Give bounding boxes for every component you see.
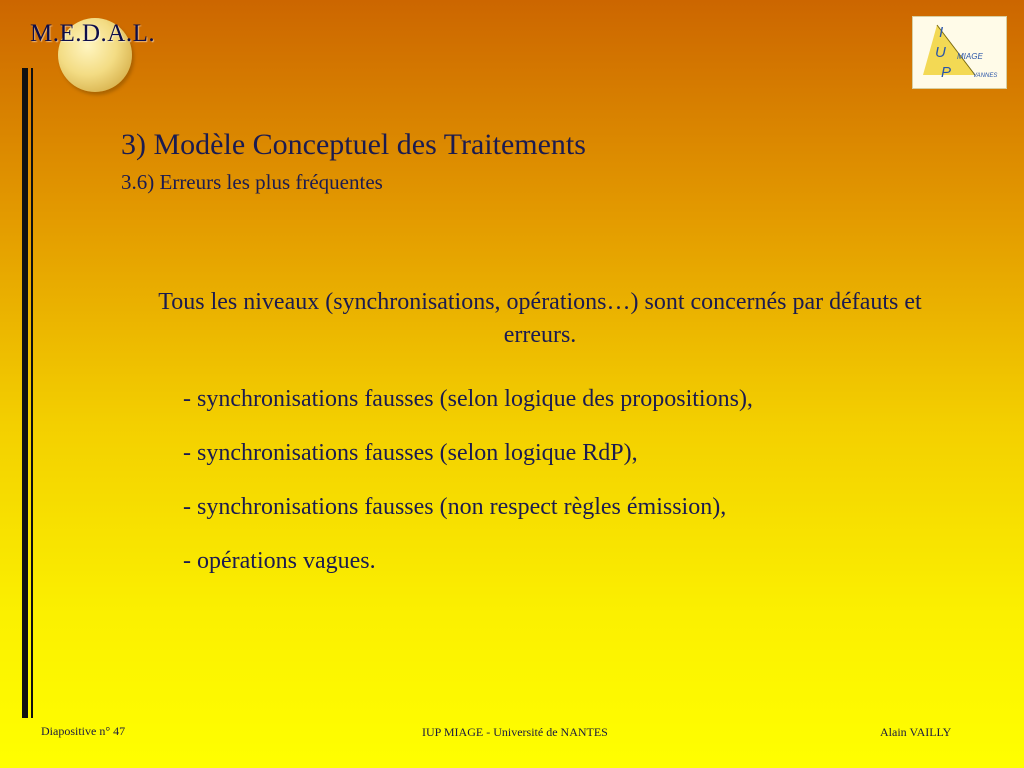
left-rule-thin (31, 68, 33, 718)
list-item: - opérations vagues. (183, 548, 376, 574)
logo-word-miage: MIAGE (957, 52, 983, 61)
list-item: - synchronisations fausses (selon logique RdP), (183, 440, 638, 466)
error-list (183, 382, 753, 598)
logo-letter-i: I (939, 24, 944, 41)
list-item: - synchronisations fausses (non respect règles émission), (183, 494, 727, 520)
logo-letter-u: U (935, 44, 946, 61)
footer-author: Alain VAILLY (880, 725, 952, 739)
iup-miage-vannes-logo-icon (913, 17, 1006, 88)
footer-institution: IUP MIAGE - Université de NANTES (422, 725, 608, 739)
list-item: - synchronisations fausses (selon logique des propositions), (183, 386, 753, 412)
logo-letter-p: P (941, 64, 952, 81)
footer-slide-number: Diapositive n° 47 (41, 724, 126, 738)
slide-heading: 3) Modèle Conceptuel des Traitements (121, 128, 586, 161)
left-rule-thick (22, 68, 28, 718)
logo-word-vannes: VANNES (973, 73, 998, 79)
intro-paragraph: Tous les niveaux (synchronisations, opérations…) sont concernés par défauts et erreurs. (158, 289, 922, 348)
medal-title: M.E.D.A.L. (30, 20, 156, 47)
slide-subheading: 3.6) Erreurs les plus fréquentes (121, 170, 383, 194)
iup-logo (912, 16, 1007, 89)
